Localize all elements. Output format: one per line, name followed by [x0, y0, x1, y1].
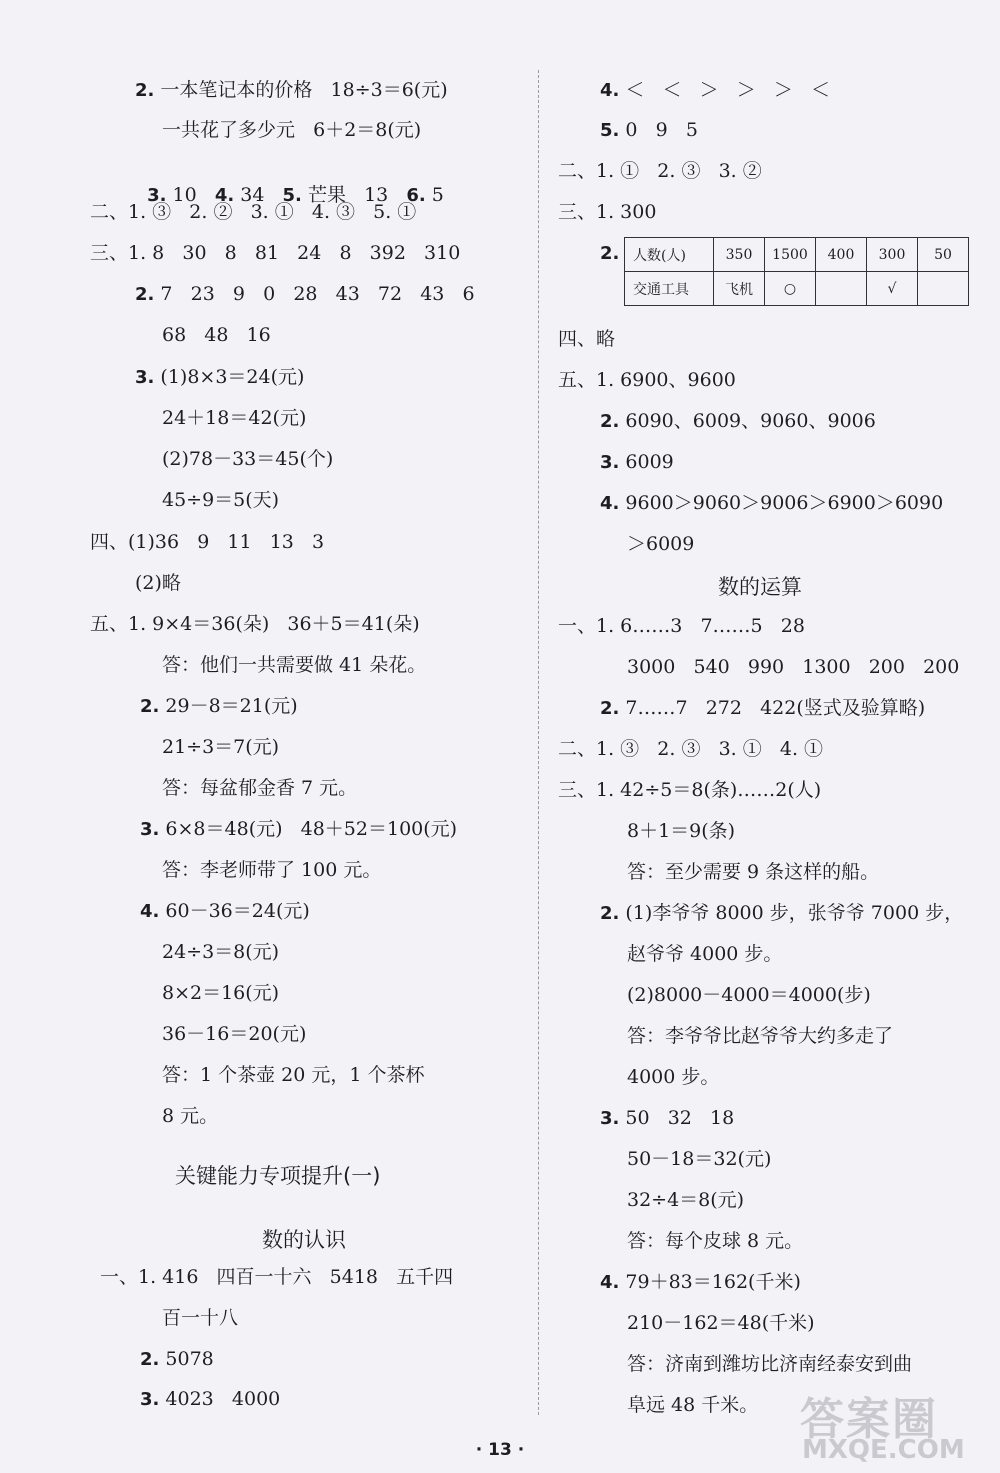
answer-text: 6090、6009、9060、9006 — [619, 410, 876, 432]
page-number: · 13 · — [475, 1440, 525, 1460]
answer-line — [600, 78, 830, 104]
answer-text: 3000 540 990 1300 200 200 — [627, 656, 960, 678]
answer-line — [600, 1270, 801, 1296]
answer-line — [140, 1387, 280, 1413]
answer-text: 60－36＝24(元) — [159, 900, 310, 922]
table-cell: ○ — [765, 272, 816, 306]
question-number: 3. — [140, 1389, 160, 1410]
answer-text: 答：至少需要 9 条这样的船。 — [627, 861, 880, 883]
answer-text: 4023 4000 — [159, 1388, 281, 1410]
question-number: 2. — [600, 411, 620, 432]
question-number: 2. — [140, 1349, 160, 1370]
answer-text: 答：每盆郁金香 7 元。 — [162, 777, 358, 799]
column-divider — [538, 70, 539, 1415]
answer-line — [600, 450, 674, 476]
answer-line — [140, 1347, 214, 1373]
answer-text: 29－8＝21(元) — [159, 695, 298, 717]
answer-text: 三、1. 42÷5＝8(条)……2(人) — [558, 779, 822, 801]
answer-line — [558, 778, 821, 804]
answer-text: 二、1. ③ 2. ② 3. ① 4. ③ 5. ① — [90, 201, 417, 223]
answer-line — [90, 241, 460, 267]
answer-text: 210－162＝48(千米) — [627, 1312, 815, 1334]
answer-text: 6×8＝48(元) 48＋52＝100(元) — [159, 818, 458, 840]
answer-line — [627, 1229, 803, 1255]
answer-line — [162, 118, 421, 144]
answer-line — [627, 1024, 893, 1050]
answer-line — [627, 655, 959, 681]
answer-text: 阜远 48 千米。 — [627, 1394, 759, 1416]
answer-line — [600, 409, 876, 435]
answer-line — [162, 447, 333, 473]
question-number: 3. — [600, 1108, 620, 1129]
heading-number-recognition: 数的认识 — [262, 1228, 346, 1252]
transport-table — [624, 237, 969, 306]
answer-text: 赵爷爷 4000 步。 — [627, 943, 783, 965]
heading-key-ability: 关键能力专项提升(一) — [175, 1164, 381, 1188]
answer-line — [100, 1265, 453, 1291]
answer-line — [162, 776, 357, 802]
answer-text: 一共花了多少元 6＋2＝8(元) — [162, 119, 422, 141]
question-number: 3. — [140, 819, 160, 840]
answer-text: (2)8000－4000＝4000(步) — [627, 984, 871, 1006]
answer-text: 五、1. 9×4＝36(朵) 36＋5＝41(朵) — [90, 613, 420, 635]
answer-text: 8×2＝16(元) — [162, 982, 280, 1004]
table-header-cell: 交通工具 — [625, 272, 714, 306]
answer-text: (2)略 — [135, 572, 181, 594]
table-cell: 飞机 — [714, 272, 765, 306]
answer-text: 9600＞9060＞9006＞6900＞6090 — [619, 492, 944, 514]
answer-line — [162, 1063, 425, 1089]
answer-line — [162, 858, 381, 884]
table-row — [625, 238, 969, 272]
answer-line — [558, 327, 615, 353]
answer-text: 50 32 18 — [619, 1107, 735, 1129]
answer-text: (1)8×3＝24(元) — [154, 366, 305, 388]
answer-line — [140, 817, 457, 843]
question-number: 4. — [600, 1272, 620, 1293]
answer-line — [162, 406, 306, 432]
answer-text: 四、略 — [558, 328, 616, 350]
answer-line — [627, 1393, 758, 1419]
table-row — [625, 272, 969, 306]
answer-text: 36－16＝20(元) — [162, 1023, 307, 1045]
answer-line — [600, 118, 698, 144]
question-number: 2. — [600, 903, 620, 924]
answer-text: 8 元。 — [162, 1105, 219, 1127]
answer-line — [162, 1104, 218, 1130]
heading-number-operations: 数的运算 — [718, 575, 802, 599]
answer-line — [600, 696, 925, 722]
answer-line — [140, 899, 310, 925]
answer-line — [162, 1306, 238, 1332]
answer-line — [600, 901, 963, 927]
answer-line — [627, 1352, 912, 1378]
answer-text: 答：李爷爷比赵爷爷大约多走了 — [627, 1025, 894, 1047]
answer-text: 32÷4＝8(元) — [627, 1189, 745, 1211]
answer-text: 45÷9＝5(天) — [162, 489, 280, 511]
answer-text: (2)78－33＝45(个) — [162, 448, 334, 470]
table-cell: 50 — [918, 238, 969, 272]
answer-line — [135, 571, 181, 597]
table-cell — [816, 272, 867, 306]
answer-text: 答：他们一共需要做 41 朵花。 — [162, 654, 427, 676]
answer-text: ＞6009 — [627, 533, 695, 555]
answer-text: 7 23 9 0 28 43 72 43 6 — [154, 283, 475, 305]
answer-line — [558, 737, 823, 763]
answer-line — [627, 860, 879, 886]
answer-line — [162, 735, 279, 761]
answer-line — [558, 159, 762, 185]
question-number: 3. — [600, 452, 620, 473]
answer-line — [162, 323, 271, 349]
answer-text: 三、1. 8 30 8 81 24 8 392 310 — [90, 242, 461, 264]
table-cell: √ — [867, 272, 918, 306]
question-number: 2. — [135, 284, 155, 305]
answer-text: 68 48 16 — [162, 324, 271, 346]
answer-text: 一本笔记本的价格 18÷3＝6(元) — [154, 79, 448, 101]
answer-text: 一、1. 6……3 7……5 28 — [558, 615, 805, 637]
answer-line — [600, 241, 619, 267]
table-header-cell: 人数(人) — [625, 238, 714, 272]
question-number: 5. — [600, 120, 620, 141]
answer-line — [162, 653, 426, 679]
answer-text: 6009 — [619, 451, 674, 473]
answer-line — [558, 368, 736, 394]
answer-line — [627, 983, 871, 1009]
answer-line — [135, 282, 475, 308]
answer-text: ＜ ＜ ＞ ＞ ＞ ＜ — [619, 79, 831, 101]
answer-text: 50－18＝32(元) — [627, 1148, 772, 1170]
table-cell: 400 — [816, 238, 867, 272]
watermark — [780, 1383, 980, 1473]
answer-text: 21÷3＝7(元) — [162, 736, 280, 758]
answer-line — [162, 1022, 306, 1048]
answer-line — [627, 1065, 719, 1091]
answer-line-3-6: 3. 10 4. 34 5. 芒果 13 6. 5 — [147, 184, 444, 206]
table-cell: 350 — [714, 238, 765, 272]
answer-text: 24÷3＝8(元) — [162, 941, 280, 963]
answer-text: 二、1. ① 2. ③ 3. ② — [558, 160, 762, 182]
answer-text: 答：李老师带了 100 元。 — [162, 859, 382, 881]
answer-text: 8＋1＝9(条) — [627, 820, 736, 842]
question-number: 2. — [135, 80, 155, 101]
answer-text: 4000 步。 — [627, 1066, 720, 1088]
answer-text: 三、1. 300 — [558, 201, 657, 223]
answer-text: 百一十八 — [162, 1307, 239, 1329]
answer-line — [627, 532, 694, 558]
answer-line — [90, 530, 324, 556]
table-cell — [918, 272, 969, 306]
answer-text: 五、1. 6900、9600 — [558, 369, 736, 391]
table-cell: 300 — [867, 238, 918, 272]
answer-text: 四、(1)36 9 11 13 3 — [90, 531, 325, 553]
answer-line — [135, 78, 448, 104]
answer-text: 79＋83＝162(千米) — [619, 1271, 801, 1293]
answer-line — [135, 365, 304, 391]
question-number: 4. — [600, 493, 620, 514]
answer-line — [558, 200, 656, 226]
answer-line — [162, 981, 279, 1007]
table-cell: 1500 — [765, 238, 816, 272]
answer-text: 二、1. ③ 2. ③ 3. ① 4. ① — [558, 738, 824, 760]
watermark-logo: 答案圈 — [800, 1394, 938, 1445]
answer-text: (1)李爷爷 8000 步，张爷爷 7000 步， — [619, 902, 964, 924]
question-number: 2. — [140, 696, 160, 717]
answer-text: 答：济南到潍坊比济南经泰安到曲 — [627, 1353, 913, 1375]
answer-line — [627, 942, 782, 968]
answer-line — [627, 1311, 815, 1337]
answer-line — [600, 491, 943, 517]
question-number: 4. — [600, 80, 620, 101]
answer-text: 0 9 5 — [619, 119, 698, 141]
question-number: 2. — [600, 698, 620, 719]
watermark-url: MXQE.COM — [802, 1435, 965, 1465]
answer-line — [600, 1106, 734, 1132]
answer-line — [140, 694, 298, 720]
answer-line — [162, 488, 279, 514]
answer-line — [162, 940, 279, 966]
answer-text: 一、1. 416 四百一十六 5418 五千四 — [100, 1266, 454, 1288]
answer-line — [627, 819, 735, 845]
answer-text: 7……7 272 422(竖式及验算略) — [619, 697, 926, 719]
answer-text: 5078 — [159, 1348, 214, 1370]
question-number: 4. — [140, 901, 160, 922]
answer-line — [558, 614, 805, 640]
answer-text: 答：1 个茶壶 20 元，1 个茶杯 — [162, 1064, 425, 1086]
answer-line — [627, 1147, 771, 1173]
answer-line — [90, 612, 420, 638]
answer-text: 24＋18＝42(元) — [162, 407, 307, 429]
question-number: 3. — [135, 367, 155, 388]
answer-text: 答：每个皮球 8 元。 — [627, 1230, 804, 1252]
answer-line — [627, 1188, 744, 1214]
question-number: 2. — [600, 243, 620, 264]
